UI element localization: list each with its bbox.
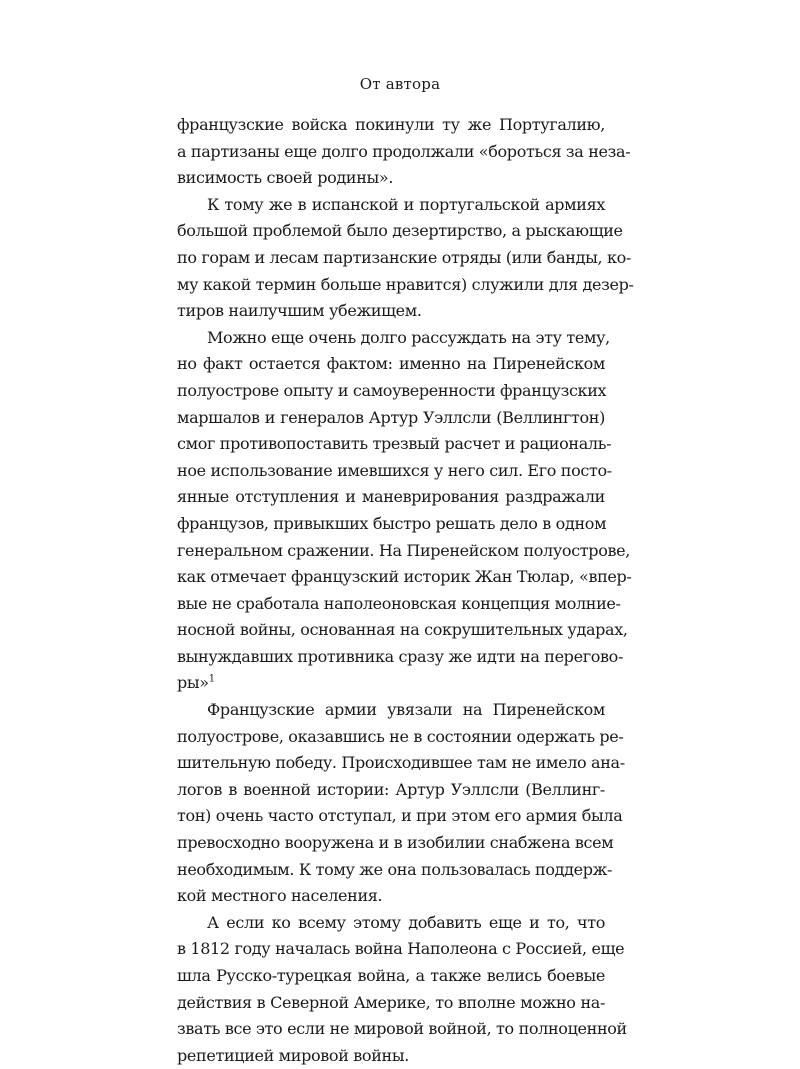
text-line: ное использование имевшихся у него сил. Его посто-	[177, 460, 612, 480]
text-line: но факт остается фактом: именно на Пиренейском	[177, 354, 605, 374]
body-text	[177, 112, 634, 1069]
paragraph	[177, 112, 631, 192]
text-line: полуострове, оказавшись не в состоянии одержать ре-	[177, 726, 624, 746]
text-line: тиров наилучшим убежищем.	[177, 301, 422, 321]
text-line: а партизаны еще долго продолжали «бороться за неза-	[177, 141, 631, 161]
text-line: ры»	[177, 673, 209, 693]
text-line: большой проблемой было дезертирство, а рыскающие	[177, 221, 623, 241]
text-line: репетицией мировой войны.	[177, 1045, 409, 1065]
text-line: К тому же в испанской и португальской армиях	[207, 194, 605, 214]
text-line: вые не сработала наполеоновская концепция молние-	[177, 593, 621, 613]
text-line: превосходно вооружена и в изобилии снабжена всем	[177, 833, 614, 853]
text-line: французские войска покинули ту же Португалию,	[177, 115, 605, 134]
text-line: висимость своей родины».	[177, 168, 394, 188]
text-line: генеральном сражении. На Пиренейском полуострове,	[177, 540, 630, 560]
text-line: по горам и лесам партизанские отряды (или банды, ко-	[177, 247, 631, 267]
text-line: логов в военной истории: Артур Уэллсли (Веллинг-	[177, 779, 605, 799]
text-line: шительную победу. Происходившее там не имело ана-	[177, 753, 625, 773]
text-line: А если ко всему этому добавить еще и то, что	[207, 912, 605, 932]
text-line: Французские армии увязали на Пиренейском	[207, 700, 605, 720]
text-line: Можно еще очень долго рассуждать на эту тему,	[207, 327, 610, 347]
text-line: шла Русско-турецкая война, а также велись боевые	[177, 966, 605, 985]
text-line: кой местного населения.	[177, 886, 383, 906]
paragraph	[177, 697, 625, 910]
text-line-with-footnote	[177, 670, 605, 697]
text-line: маршалов и генералов Артур Уэллсли (Веллингтон)	[177, 407, 605, 427]
paragraph	[177, 325, 632, 697]
footnote-reference[interactable]: 1	[208, 674, 215, 686]
paragraph	[177, 192, 634, 325]
text-line: му какой термин больше нравится) служили для дезер-	[177, 274, 634, 294]
text-line: смог противопоставить трезвый расчет и рациональ-	[177, 434, 612, 454]
running-header: От автора	[359, 75, 441, 93]
text-line: тон) очень часто отступал, и при этом его армия была	[177, 806, 623, 826]
text-line: в 1812 году началась война Наполеона с Россией, еще	[177, 939, 625, 959]
text-line: французов, привыкших быстро решать дело в одном	[177, 513, 607, 533]
paragraph	[177, 910, 627, 1069]
text-line: звать все это если не мировой войной, то полноценной	[177, 1019, 627, 1039]
text-line: действия в Северной Америке, то вполне можно на-	[177, 992, 605, 1012]
text-line: как отмечает французский историк Жан Тюлар, «впер-	[177, 567, 632, 587]
text-line: вынуждавших противника сразу же идти на перегово-	[177, 646, 624, 666]
text-line: янные отступления и маневрирования раздражали	[177, 487, 605, 507]
text-line: необходимым. К тому же она пользовалась поддерж-	[177, 859, 613, 879]
text-line: носной войны, основанная на сокрушительных ударах,	[177, 620, 628, 640]
text-line: полуострове опыту и самоуверенности французских	[177, 380, 607, 400]
